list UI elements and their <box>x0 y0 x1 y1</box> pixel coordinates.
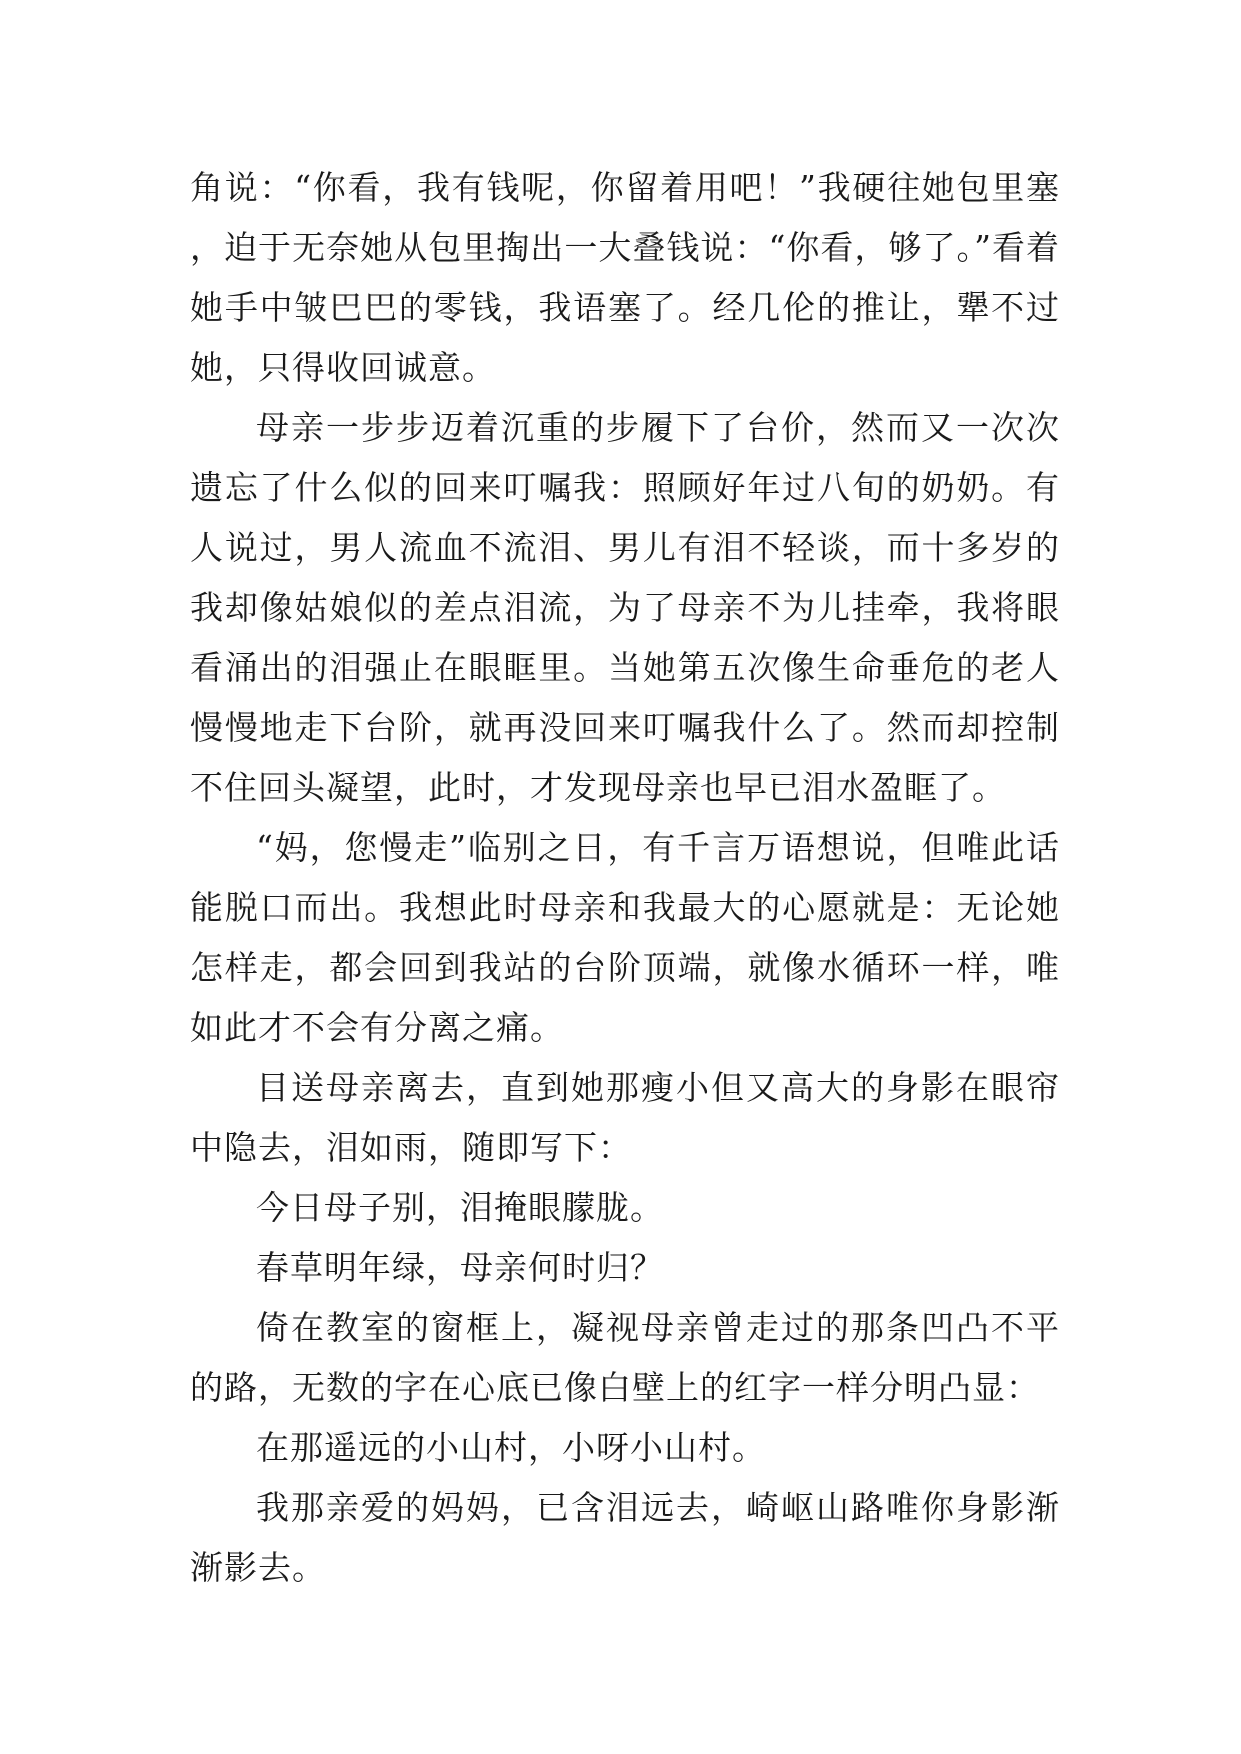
poem-line-2: 春草明年绿，母亲何时归？ <box>256 1248 664 1287</box>
song-line-1: 在那遥远的小山村，小呀小山村。 <box>256 1428 766 1467</box>
paragraph-4: 目送母亲离去，直到她那瘦小但又高大的身影在眼帘中隐去，泪如雨，随即写下： <box>190 1068 1060 1167</box>
paragraph-5: 倚在教室的窗框上，凝视母亲曾走过的那条凹凸不平的路，无数的字在心底已像白壁上的红字一样分明凸显： <box>190 1308 1060 1407</box>
song-line-2: 我那亲爱的妈妈，已含泪远去，崎岖山路唯你身影渐渐影去。 <box>190 1488 1060 1587</box>
poem-line-1: 今日母子别，泪掩眼朦胧。 <box>256 1188 664 1227</box>
document-body <box>190 158 1060 1598</box>
paragraph-1: 角说：“你看，我有钱呢，你留着用吧！”我硬往她包里塞，迫于无奈她从包里掏出一大叠钱说：“你看，够了。”看着她手中皱巴巴的零钱，我语塞了。经几伦的推让，犟不过她，只得收回诚意。 <box>190 168 1060 387</box>
paragraph-3: “妈，您慢走”临别之日，有千言万语想说，但唯此话能脱口而出。我想此时母亲和我最大的心愿就是：无论她怎样走，都会回到我站的台阶顶端，就像水循环一样，唯如此才不会有分离之痛。 <box>190 828 1060 1047</box>
paragraph-2: 母亲一步步迈着沉重的步履下了台价，然而又一次次遗忘了什么似的回来叮嘱我：照顾好年过八旬的奶奶。有人说过，男人流血不流泪、男儿有泪不轻谈，而十多岁的我却像姑娘似的差点泪流，为了母亲不为儿挂牵，我将眼看涌出的泪强止在眼眶里。当她第五次像生命垂危的老人慢慢地走下台阶，就再没回来叮嘱我什么了。然而却控制不住回头凝望，此时，才发现母亲也早已泪水盈眶了。 <box>190 408 1060 807</box>
